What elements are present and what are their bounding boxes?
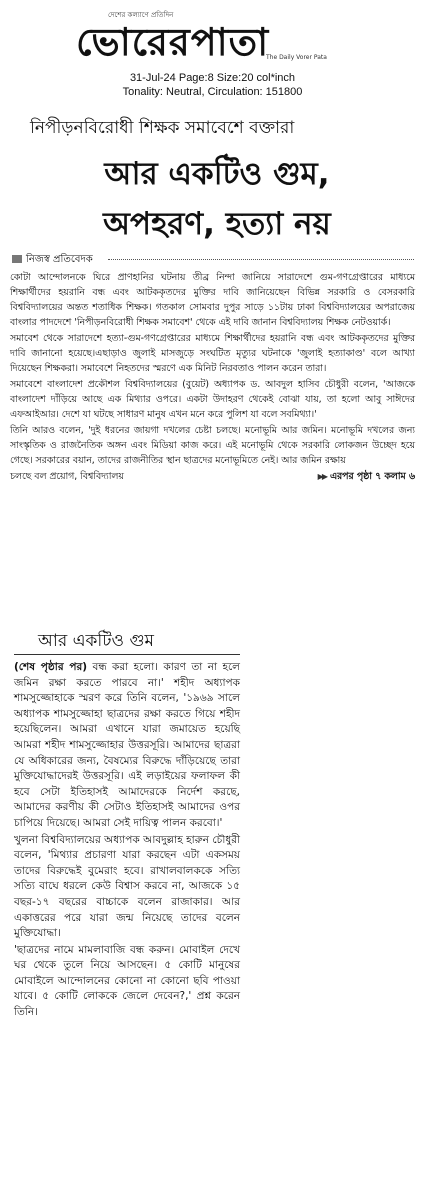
article-body [10,270,415,484]
byline-divider [108,259,414,260]
article-paragraph-3: সমাবেশে বাংলাদেশ প্রকৌশল বিশ্ববিদ্যালয়ের (বুয়েট) অধ্যাপক ড. আবদুল হাসিব চৌধুরী বলেন, 'আজকে বাংলাদেশ দাঁড়িয়ে আছে এক মিথ্যার ওপরে। একটা উদাহরণ থেকেই বোঝা যায়, তা হলো আবু সাঈদের এফআইআর। দেশে যা ঘটছে সাধারণ মানুষ এখন মনে করে পুলিশ যা বলে সবমিথ্যা।' [10,379,415,420]
byline-bar [8,252,418,266]
continuation-text-1: বন্ধ করা হলো। কারণ তা না হলে জমিন রক্ষা করতে পারবে না।' শহীদ অধ্যাপক শামসুজ্জোহাকে স্মরণ করে তিনি বলেন, '১৯৬৯ সালে অধ্যাপক শামসুজ্জোহা ছাত্রদের রক্ষা করতে গিয়ে শহীদ হয়েছিলেন। আমরা এখানে যারা জমায়েত হয়েছি আমরা শহীদ শামসুজ্জোহার উত্তরসূরি। আমাদের ছাত্ররা যে অধিকারের জন্য, বৈষম্যের বিরুদ্ধে দাঁড়িয়েছে তারা মুক্তিযোদ্ধাদেরই উত্তরসূরি। এই লড়াইয়ের ফলাফল কী হবে সেটা ইতিহাসই আমাদেরকে নির্দেশ করছে, আমাদের করণীয় কী সেটাও ইতিহাসই আমাদের ওপর চাপিয়ে দিয়েছে। আমরা সেই দায়িত্ব পালন করবো।' [14,661,240,829]
continuation-body [14,660,240,1022]
headline-line-2: অপহরণ, হত্যা নয় [103,206,331,242]
byline: নিজস্ব প্রতিবেদক [26,254,93,265]
masthead-tagline: দেশের কল্যাণে প্রতিদিন [108,11,174,19]
article-kicker: নিপীড়নবিরোধী শিক্ষক সমাবেশে বক্তারা [30,118,295,138]
double-arrow-icon: ▶▶ [317,472,326,481]
continuation-title: আর একটিও গুম [38,631,154,651]
newspaper-logo: ভোরেরপাতা [76,20,270,64]
article-last-line: চলছে বল প্রয়োগ, বিশ্ববিদ্যালয় [10,471,124,482]
continuation-label: (শেষ পৃষ্ঠার পর) [14,661,88,673]
newspaper-english-name: The Daily Vorer Pata [266,54,327,61]
article-paragraph-4: তিনি আরও বলেন, 'দুই ধরনের জায়গা দখলের চেষ্টা চলছে। মনোভূমি আর জমিন। মনোভূমি দখলের জন্য সাংস্কৃতিক ও রাজনৈতিক অঙ্গন এবং মিডিয়া কাজ করে। এই মনোভূমি থেকে সরকারি লোকজন উচ্ছেদ হয়ে গেছে। সরকারের বয়ান, তাদের রাজনীতির স্থান ছাত্রদের মনোভূমিতে নেই। আর জমিন রক্ষায় [10,425,415,466]
article-paragraph-2: সমাবেশ থেকে সারাদেশে হত্যা-গুম-গণগ্রেপ্তারের মাধ্যমে শিক্ষার্থীদের হয়রানি বন্ধ এবং আটককৃতদের মুক্তির দাবি জানানো হয়েছে।এছাড়াও জুলাই মাসজুড়ে সংঘটিত মৃত্যুর ঘটনাকে 'জুলাই হত্যাকাণ্ড' বলে আখ্যা দিয়েছেন শিক্ষকরা। সমাবেশে নিহতদের স্মরণে এক মিনিট নিরবতাও পালন করেন তারা। [10,333,415,374]
jump-reference-text: এরপর পৃষ্ঠা ৭ কলাম ৬ [329,471,415,482]
continuation-paragraph-1 [14,660,240,832]
article-paragraph-1: কোটা আন্দোলনকে ঘিরে প্রাণহানির ঘটনায় তীব্র নিন্দা জানিয়ে সারাদেশে গুম-গণগ্রেপ্তারের মাধ্যমে শিক্ষার্থীদের হয়রানি বন্ধ এবং আটককৃতদের মুক্তির দাবি জানিয়েছেন বিভিন্ন সরকারি ও বেসরকারি বিশ্ববিদ্যালয়ের অন্তত শতাধিক শিক্ষক। গতকাল সোমবার দুপুর সাড়ে ১১টায় ঢাকা বিশ্ববিদ্যালয়ের অপরাজেয় বাংলার পাদদেশে 'নিপীড়নবিরোধী শিক্ষক সমাবেশ' থেকে এই দাবি জানান বিশ্ববিদ্যালয় শিক্ষক নেটওয়ার্ক। [10,272,415,328]
continuation-paragraph-3: 'ছাত্রদের নামে মামলাবাজি বন্ধ করুন। মোবাইল দেখে ঘর থেকে তুলে নিয়ে আসছেন। ৫ কোটি মানুষের মোবাইলে আন্দোলনের কোনো না কোনো ছবি পাওয়া যাবে। ৫ কোটি লোককে জেলে দেবেন?,' প্রশ্ন করেন তিনি। [14,943,240,1019]
jump-row [10,469,415,484]
continuation-divider [14,654,240,655]
headline-line-1: আর একটিও গুম, [104,156,330,192]
byline-marker-icon [12,255,22,263]
continuation-paragraph-2: খুলনা বিশ্ববিদ্যালয়ের অধ্যাপক আবদুল্লাহ হারুন চৌধুরী বলেন, 'মিথ্যার প্রচারণা যারা করছেন এটা একসময় তাদের বিরুদ্ধেই বুমেরাং হবে। রাখালবালককে সত্যি সত্যি বাঘে ধরলে কেউ বিশ্বাস করবে না, আজকে ১৫ বছর-১৭ বছরের বাচ্চাকে বলেন রাজাকার। আর একাত্তরের পরে যারা জন্ম নিয়েছে তাদের বলেন মুক্তিযোদ্ধা। [14,833,240,940]
clipping-meta-line: 31-Jul-24 Page:8 Size:20 col*inch [129,72,296,84]
clipping-tonality-line: Tonality: Neutral, Circulation: 151800 [122,86,303,98]
jump-reference [318,469,415,484]
masthead [0,0,425,68]
